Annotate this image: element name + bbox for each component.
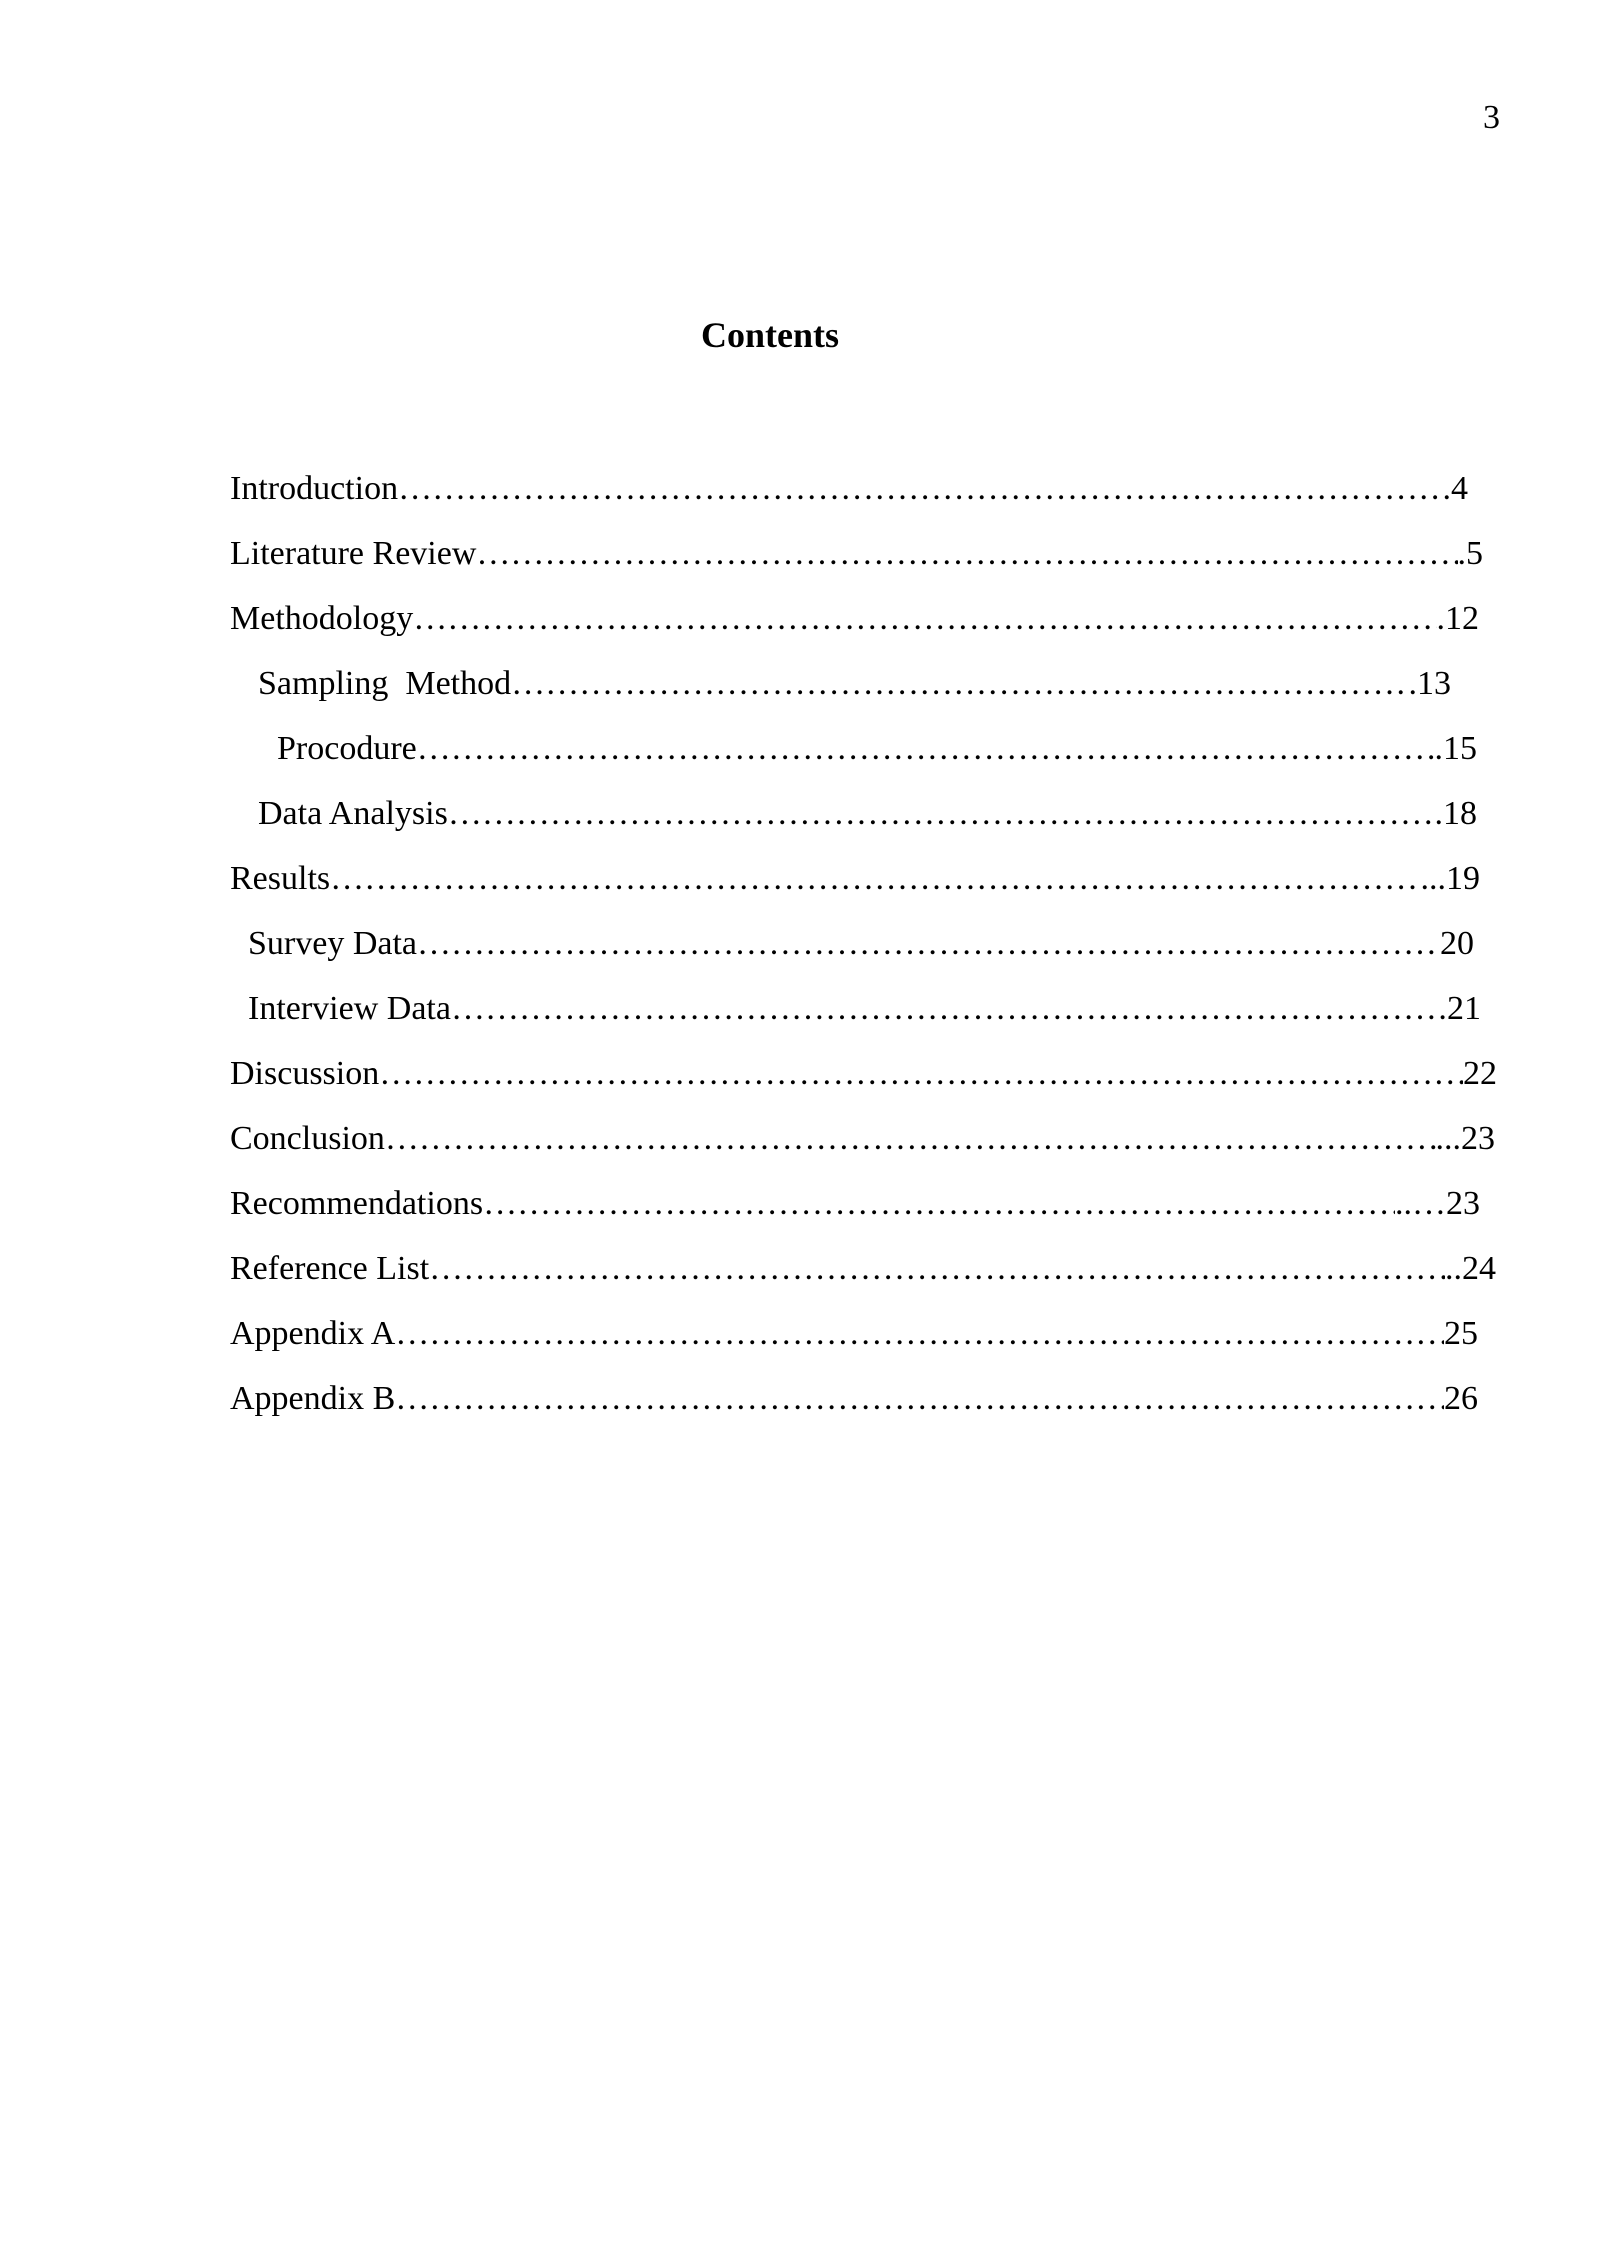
- dot-leader: [379, 1052, 1463, 1096]
- toc-entry-conclusion: [230, 1117, 1495, 1161]
- toc-entry-page: ..24: [1445, 1250, 1496, 1287]
- toc-entry-page: 25: [1444, 1315, 1478, 1352]
- toc-entry-label: Appendix B: [230, 1380, 396, 1417]
- dot-leader: [429, 1247, 1445, 1291]
- toc-entry-interview-data: [248, 987, 1481, 1031]
- toc-entry-page: 26: [1444, 1380, 1478, 1417]
- dot-leader: [413, 597, 1436, 641]
- toc-entry-page: ...23: [1435, 1120, 1495, 1157]
- toc-entry-label: Appendix A: [230, 1315, 396, 1352]
- toc-entry-label: Literature Review: [230, 535, 477, 572]
- dot-leader: [417, 727, 1435, 771]
- toc-entry-page: 20: [1440, 925, 1474, 962]
- toc-entry-procodure: [277, 727, 1477, 771]
- toc-entry-label: Results: [230, 860, 331, 897]
- toc-entry-appendix-a: [230, 1312, 1478, 1356]
- toc-entry-recommendations: [230, 1182, 1480, 1226]
- toc-entry-page: .5: [1457, 535, 1483, 572]
- dot-leader: [451, 987, 1447, 1031]
- toc-entry-label: Conclusion: [230, 1120, 385, 1157]
- toc-entry-page: 21: [1447, 990, 1481, 1027]
- toc-entry-page: ...19: [1420, 860, 1480, 897]
- toc-entry-discussion: [230, 1052, 1497, 1096]
- toc-entry-label: Data Analysis: [258, 795, 448, 832]
- toc-entry-literature-review: [230, 532, 1483, 576]
- toc-entry-appendix-b: [230, 1377, 1478, 1421]
- dot-leader: [398, 467, 1442, 511]
- toc-entry-page: ..…23: [1395, 1185, 1480, 1222]
- toc-entry-label: Procodure: [277, 730, 417, 767]
- toc-entry-reference-list: [230, 1247, 1496, 1291]
- dot-leader: [395, 1312, 1444, 1356]
- toc-entry-label: Survey Data: [248, 925, 418, 962]
- dot-leader: [483, 1182, 1395, 1226]
- toc-entry-label: Recommendations: [230, 1185, 484, 1222]
- dot-leader: [511, 662, 1408, 706]
- toc-entry-methodology: [230, 597, 1479, 641]
- toc-title: Contents: [700, 315, 839, 355]
- toc-entry-label: Reference List: [230, 1250, 430, 1287]
- toc-entry-label: Methodology: [230, 600, 414, 637]
- dot-leader: [448, 792, 1435, 836]
- dot-leader: [330, 857, 1420, 901]
- toc-entry-page: 22: [1463, 1055, 1497, 1092]
- dot-leader: [417, 922, 1440, 966]
- toc-entry-results: [230, 857, 1480, 901]
- toc-entry-sampling-method: [258, 662, 1451, 706]
- dot-leader: [476, 532, 1457, 576]
- toc-entry-page: .15: [1434, 730, 1477, 767]
- toc-entry-page: .12: [1436, 600, 1479, 637]
- page-number: 3: [1483, 99, 1500, 136]
- toc-entry-label: Interview Data: [248, 990, 451, 1027]
- toc-entry-page: .13: [1408, 665, 1451, 702]
- toc-entry-introduction: [230, 467, 1468, 511]
- toc-entry-label: Discussion: [230, 1055, 380, 1092]
- toc-entry-data-analysis: [258, 792, 1477, 836]
- dot-leader: [385, 1117, 1436, 1161]
- toc-entry-label: Sampling Method: [258, 665, 512, 702]
- dot-leader: [395, 1377, 1444, 1421]
- toc-entry-page: .4: [1442, 470, 1468, 507]
- toc-entry-survey-data: [248, 922, 1474, 966]
- toc-entry-label: Introduction: [230, 470, 399, 507]
- toc-entry-page: .18: [1434, 795, 1477, 832]
